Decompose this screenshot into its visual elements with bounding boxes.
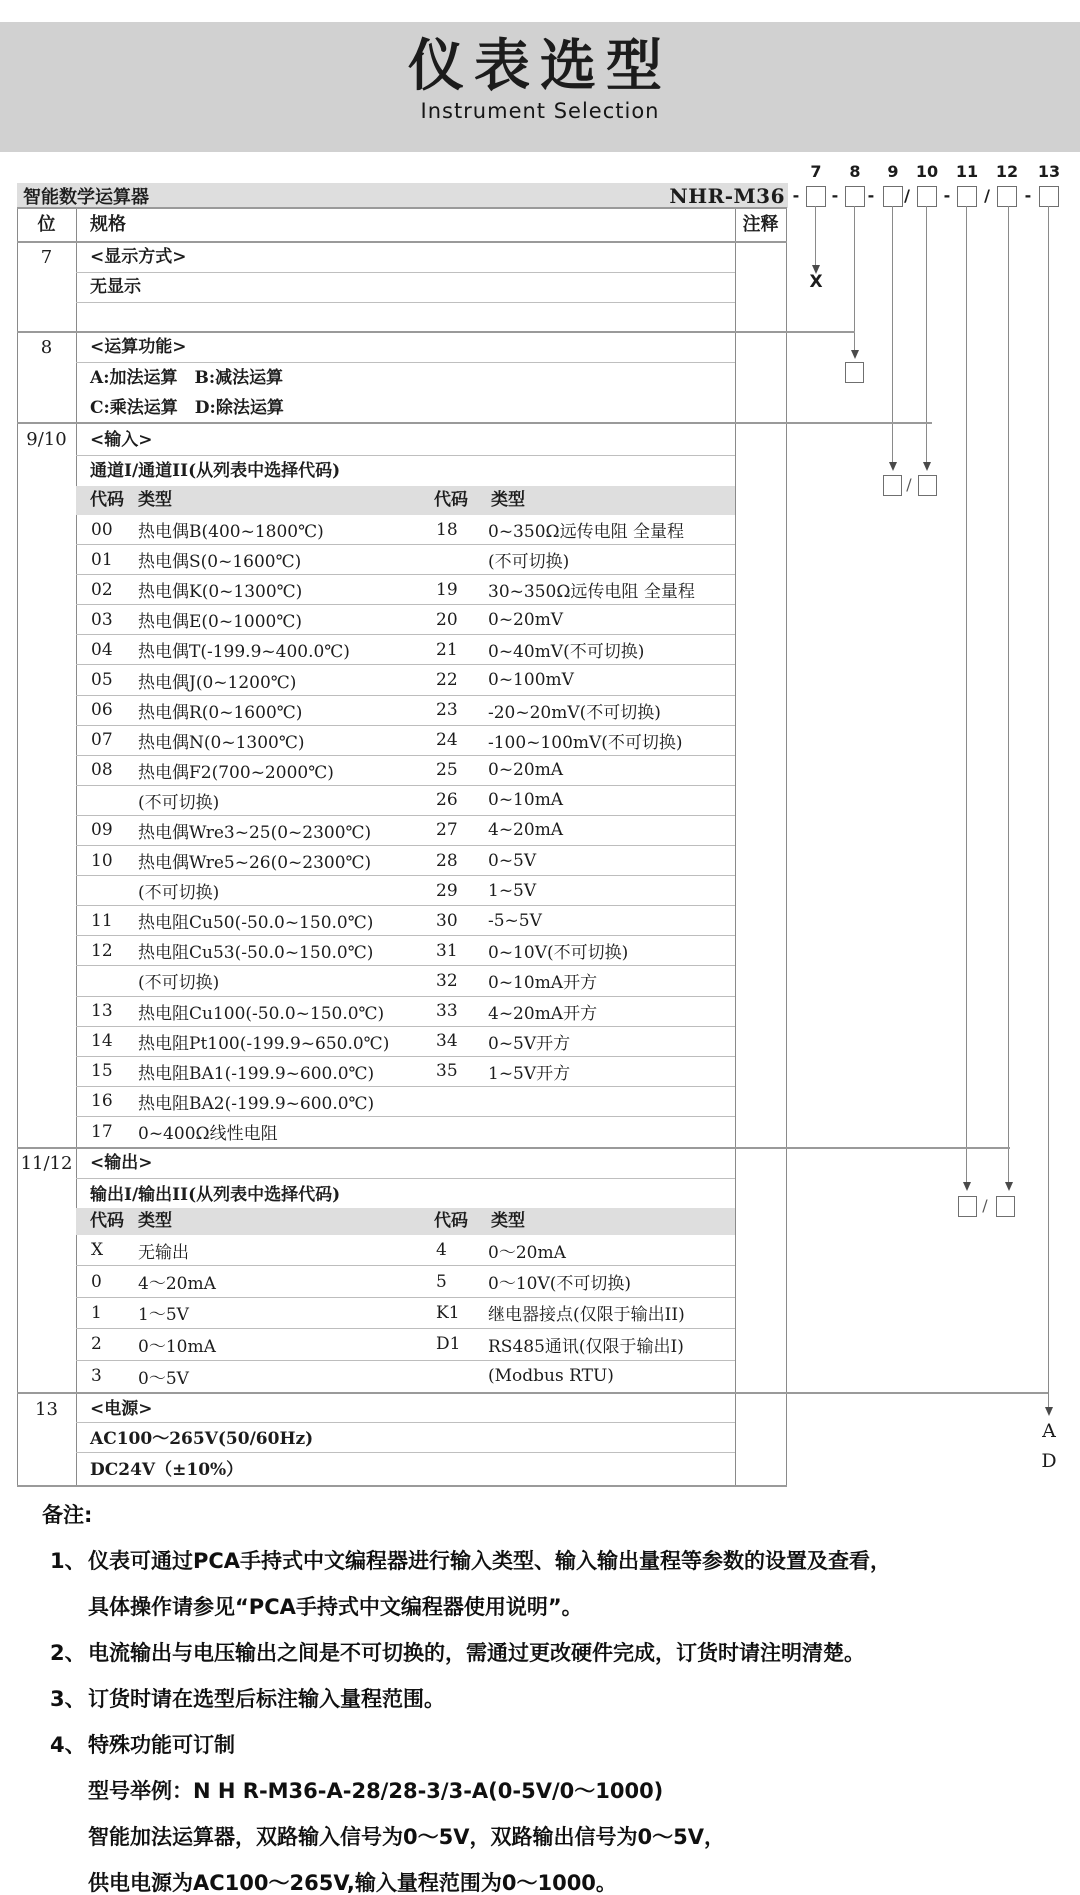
model-bar xyxy=(17,183,788,208)
position-number-12: 12 xyxy=(995,162,1019,181)
input-code-cell-1: 00 xyxy=(91,519,113,540)
arrow-down-10 xyxy=(923,462,931,471)
input-type-cell-2: 0~5V开方 xyxy=(488,1033,571,1054)
input-code-row xyxy=(76,1027,735,1057)
input-type-cell-1: 热电阻Pt100(-199.9~650.0℃) xyxy=(138,1033,390,1054)
input-code-cell-2: 22 xyxy=(436,670,458,691)
input-code-cell-1: 15 xyxy=(91,1061,113,1082)
input-type-cell-2: -5~5V xyxy=(488,910,542,931)
code-box-13 xyxy=(1039,186,1059,207)
note-number: 1、 xyxy=(50,1549,86,1573)
input-type-cell-1: 热电阻BA2(-199.9~600.0℃) xyxy=(138,1093,375,1114)
note-line xyxy=(42,1860,1066,1895)
input-type-cell-2: 0~10V(不可切换) xyxy=(488,943,629,964)
input-type-cell-1: 热电偶E(0~1000℃) xyxy=(138,612,303,633)
input-type-cell-2: 4~20mA开方 xyxy=(488,1003,598,1024)
input-code-cell-1: 02 xyxy=(91,579,113,600)
input-code-cell-1: 14 xyxy=(91,1031,113,1052)
note-number: 3、 xyxy=(50,1687,86,1711)
drop-line-7 xyxy=(815,206,816,265)
output-col-code-2: 代码 xyxy=(434,1211,468,1231)
note-text: 仪表可通过PCA手持式中文编程器进行输入类型、输入输出量程等参数的设置及查看， xyxy=(88,1549,892,1573)
input-code-cell-2: 20 xyxy=(436,609,458,630)
note-text: 具体操作请参见“PCA手持式中文编程器使用说明”。 xyxy=(88,1595,583,1619)
note-text: 型号举例：N H R-M36-A-28/28-3/3-A(0-5V/0～1000) xyxy=(88,1779,664,1803)
position-number-10: 10 xyxy=(915,162,939,181)
input-type-cell-1: 热电偶Wre5~26(0~2300℃) xyxy=(138,853,372,874)
input-type-cell-2: 0~10mA xyxy=(488,790,564,811)
input-code-row xyxy=(76,966,735,996)
output-type-cell-1: 无输出 xyxy=(138,1242,189,1263)
input-code-cell-2: 25 xyxy=(436,760,458,781)
output-code-cell-2: D1 xyxy=(436,1334,461,1355)
input-code-cell-2: 27 xyxy=(436,820,458,841)
input-subtitle: 通道I/通道II(从列表中选择代码) xyxy=(90,461,341,481)
function-code-box xyxy=(845,362,864,383)
output-code-cell-1: 1 xyxy=(91,1302,102,1323)
input-type-cell-2: 1~5V开方 xyxy=(488,1063,571,1084)
input-code-cell-1: 13 xyxy=(91,1001,113,1022)
power-option-dc: DC24V（±10%） xyxy=(90,1460,244,1480)
input-code-header-band xyxy=(76,486,735,515)
input-code-box-1 xyxy=(883,475,902,496)
position-label-7: 7 xyxy=(40,247,53,268)
input-code-row xyxy=(76,756,735,786)
input-code-row xyxy=(76,575,735,605)
input-code-cell-2: 21 xyxy=(436,639,458,660)
input-code-row xyxy=(76,665,735,695)
input-code-cell-1: 16 xyxy=(91,1091,113,1112)
code-box-7 xyxy=(806,186,826,207)
input-pair-slash: / xyxy=(906,475,912,494)
input-type-cell-1: 热电阻Cu53(-50.0~150.0℃) xyxy=(138,943,374,964)
output-type-cell-1: 1～5V xyxy=(138,1305,189,1326)
input-type-cell-1: (不可切换) xyxy=(138,973,220,994)
output-section-title: <输出> xyxy=(90,1153,153,1173)
input-code-cell-2: 35 xyxy=(436,1061,458,1082)
row-line xyxy=(76,302,735,303)
input-type-cell-2: -100~100mV(不可切换) xyxy=(488,732,683,753)
output-type-cell-2: 0～10V(不可切换) xyxy=(488,1274,631,1295)
note-line xyxy=(42,1630,1066,1676)
output-col-type-1: 类型 xyxy=(138,1211,172,1231)
output-code-row xyxy=(76,1329,735,1360)
model-separator: - xyxy=(831,186,839,205)
output-code-cell-1: 2 xyxy=(91,1334,102,1355)
input-col-code-1: 代码 xyxy=(90,490,124,510)
input-code-cell-1: 03 xyxy=(91,609,113,630)
drop-line-11 xyxy=(966,206,967,1182)
model-separator: - xyxy=(1024,186,1032,205)
output-code-cell-1: 3 xyxy=(91,1366,102,1387)
table-border-bottom xyxy=(17,1485,787,1487)
input-type-cell-1: 热电偶B(400~1800℃) xyxy=(138,522,324,543)
output-type-cell-2: 继电器接点(仅限于输出II) xyxy=(488,1305,685,1326)
input-code-cell-2: 29 xyxy=(436,880,458,901)
input-code-cell-1: 10 xyxy=(91,850,113,871)
input-code-row xyxy=(76,605,735,635)
note-text: 供电电源为AC100～265V,输入量程范围为0～1000。 xyxy=(88,1871,617,1895)
output-code-row xyxy=(76,1266,735,1297)
input-type-cell-2: 0~10mA开方 xyxy=(488,973,598,994)
drop-line-8 xyxy=(854,206,855,350)
input-type-cell-2: 0~5V xyxy=(488,850,537,871)
output-col-type-2: 类型 xyxy=(491,1211,525,1231)
output-code-cell-2: K1 xyxy=(436,1302,460,1323)
input-type-cell-1: 热电偶J(0~1200℃) xyxy=(138,672,297,693)
input-type-cell-2: 0~40mV(不可切换) xyxy=(488,642,645,663)
input-code-cell-2: 19 xyxy=(436,579,458,600)
table-border-right xyxy=(786,208,787,1487)
output-code-row xyxy=(76,1361,735,1392)
output-type-cell-2: 0～20mA xyxy=(488,1242,566,1263)
output-type-cell-1: 0～5V xyxy=(138,1368,189,1389)
note-line xyxy=(42,1768,1066,1814)
input-type-cell-1: 热电偶S(0~1600℃) xyxy=(138,552,302,573)
power-option-ac: AC100～265V(50/60Hz) xyxy=(90,1429,314,1449)
position-label-11-12: 11/12 xyxy=(20,1153,73,1174)
title-banner xyxy=(0,22,1080,152)
input-code-cell-2: 26 xyxy=(436,790,458,811)
function-section-title: <运算功能> xyxy=(90,337,187,357)
input-type-cell-1: 热电偶K(0~1300℃) xyxy=(138,582,303,603)
note-number: 2、 xyxy=(50,1641,86,1665)
arrow-down-11 xyxy=(963,1182,971,1191)
function-options-cd: C:乘法运算 D:除法运算 xyxy=(90,398,284,418)
note-line xyxy=(42,1814,1066,1860)
input-type-cell-1: 热电偶Wre3~25(0~2300℃) xyxy=(138,822,372,843)
output-type-cell-2: (Modbus RTU) xyxy=(488,1366,614,1387)
input-code-cell-1: 17 xyxy=(91,1121,113,1142)
input-type-cell-1: 热电偶F2(700~2000℃) xyxy=(138,762,334,783)
table-border-top xyxy=(17,207,787,209)
input-code-row xyxy=(76,936,735,966)
notes-block xyxy=(42,1492,1066,1895)
input-type-cell-1: 0~400Ω线性电阻 xyxy=(138,1124,278,1145)
output-type-cell-1: 4～20mA xyxy=(138,1274,216,1295)
note-text: 特殊功能可订制 xyxy=(88,1733,235,1757)
input-type-cell-2: 0~100mV xyxy=(488,670,574,691)
output-code-table xyxy=(76,1235,735,1392)
input-type-cell-2: 30~350Ω远传电阻 全量程 xyxy=(488,582,695,603)
note-text: 电流输出与电压输出之间是不可切换的，需通过更改硬件完成，订货时请注明清楚。 xyxy=(88,1641,865,1665)
input-code-cell-2: 33 xyxy=(436,1001,458,1022)
code-box-12 xyxy=(997,186,1017,207)
notes-lines xyxy=(42,1538,1066,1895)
input-type-cell-1: 热电阻Cu50(-50.0~150.0℃) xyxy=(138,913,374,934)
row-line xyxy=(76,1422,735,1423)
drop-line-13 xyxy=(1048,206,1049,1407)
input-type-cell-1: (不可切换) xyxy=(138,792,220,813)
input-code-row xyxy=(76,726,735,756)
input-type-cell-2: 0~20mV xyxy=(488,609,564,630)
input-type-cell-1: 热电偶T(-199.9~400.0℃) xyxy=(138,642,350,663)
model-separator: / xyxy=(904,186,910,205)
input-code-cell-1: 04 xyxy=(91,639,113,660)
position-number-9: 9 xyxy=(887,162,899,181)
position-number-7: 7 xyxy=(810,162,822,181)
input-code-row xyxy=(76,545,735,575)
arrow-down-13 xyxy=(1045,1407,1053,1416)
input-type-cell-1: (不可切换) xyxy=(138,883,220,904)
input-type-cell-1: 热电阻BA1(-199.9~600.0℃) xyxy=(138,1063,375,1084)
power-code-dc: D xyxy=(1041,1450,1057,1472)
input-code-cell-1: 12 xyxy=(91,940,113,961)
page-title: 仪表选型 xyxy=(408,34,672,99)
output-col-code-1: 代码 xyxy=(90,1211,124,1231)
note-number: 4、 xyxy=(50,1733,86,1757)
position-label-9-10: 9/10 xyxy=(26,429,67,450)
input-col-type-1: 类型 xyxy=(138,490,172,510)
output-code-box-2 xyxy=(996,1196,1015,1217)
output-code-cell-2: 4 xyxy=(436,1240,447,1261)
input-section-title: <输入> xyxy=(90,430,153,450)
output-code-cell-2: 5 xyxy=(436,1271,447,1292)
output-type-cell-1: 0～10mA xyxy=(138,1336,216,1357)
input-code-cell-2: 24 xyxy=(436,730,458,751)
input-code-cell-2: 31 xyxy=(436,940,458,961)
note-text: 订货时请在选型后标注输入量程范围。 xyxy=(88,1687,445,1711)
input-type-cell-1: 热电偶R(0~1600℃) xyxy=(138,702,303,723)
code-box-10 xyxy=(917,186,937,207)
input-code-row xyxy=(76,1057,735,1087)
input-code-cell-2: 30 xyxy=(436,910,458,931)
input-code-cell-2: 18 xyxy=(436,519,458,540)
input-code-box-2 xyxy=(918,475,937,496)
output-code-header-band xyxy=(76,1208,735,1235)
input-code-row xyxy=(76,876,735,906)
position-number-13: 13 xyxy=(1037,162,1061,181)
input-code-row xyxy=(76,786,735,816)
display-section-title: <显示方式> xyxy=(90,247,187,267)
position-number-11: 11 xyxy=(955,162,979,181)
position-label-8: 8 xyxy=(40,337,53,358)
input-type-cell-1: 热电偶N(0~1300℃) xyxy=(138,732,305,753)
input-code-cell-2: 23 xyxy=(436,700,458,721)
display-option-none: 无显示 xyxy=(90,277,141,297)
input-code-cell-1: 07 xyxy=(91,730,113,751)
input-code-cell-2: 34 xyxy=(436,1031,458,1052)
model-separator: - xyxy=(792,186,800,205)
output-code-box-1 xyxy=(958,1196,977,1217)
input-type-cell-2: 0~350Ω远传电阻 全量程 xyxy=(488,522,685,543)
input-code-cell-2: 32 xyxy=(436,970,458,991)
note-line xyxy=(42,1584,1066,1630)
code-box-11 xyxy=(957,186,977,207)
row-line xyxy=(76,1178,735,1179)
function-options-ab: A:加法运算 B:减法运算 xyxy=(90,368,284,388)
output-code-row xyxy=(76,1235,735,1266)
column-header-note: 注释 xyxy=(742,214,779,235)
drop-line-12 xyxy=(1008,206,1009,1182)
arrow-down-9 xyxy=(889,462,897,471)
note-line xyxy=(42,1676,1066,1722)
input-type-cell-2: 1~5V xyxy=(488,880,537,901)
row-line xyxy=(76,272,735,273)
input-code-cell-1: 08 xyxy=(91,760,113,781)
power-code-ac: A xyxy=(1042,1420,1056,1442)
column-header-position: 位 xyxy=(37,214,56,235)
output-pair-slash: / xyxy=(982,1196,988,1215)
input-code-cell-1: 05 xyxy=(91,670,113,691)
input-type-cell-2: -20~20mV(不可切换) xyxy=(488,702,661,723)
input-code-cell-1: 01 xyxy=(91,549,113,570)
output-code-cell-1: 0 xyxy=(91,1271,102,1292)
input-code-row xyxy=(76,846,735,876)
display-code-x: X xyxy=(809,272,823,292)
page-subtitle: Instrument Selection xyxy=(420,98,660,123)
arrow-down-8 xyxy=(851,350,859,359)
position-label-13: 13 xyxy=(35,1399,58,1420)
output-code-cell-1: X xyxy=(91,1240,104,1261)
section-separator-1112-13 xyxy=(17,1392,1048,1394)
notes-label: 备注: xyxy=(42,1503,93,1527)
input-type-cell-2: (不可切换) xyxy=(488,552,570,573)
input-type-cell-2: 4~20mA xyxy=(488,820,564,841)
table-border-left xyxy=(17,208,18,1487)
input-col-code-2: 代码 xyxy=(434,490,468,510)
input-code-row xyxy=(76,635,735,665)
input-col-type-2: 类型 xyxy=(491,490,525,510)
note-line xyxy=(42,1722,1066,1768)
input-code-cell-1: 09 xyxy=(91,820,113,841)
model-number: NHR-M36 xyxy=(669,183,785,208)
output-type-cell-2: RS485通讯(仅限于输出I) xyxy=(488,1336,684,1357)
input-code-row xyxy=(76,1117,735,1147)
input-code-row xyxy=(76,906,735,936)
input-code-cell-1: 11 xyxy=(91,910,113,931)
input-code-row xyxy=(76,515,735,545)
output-code-row xyxy=(76,1298,735,1329)
position-number-8: 8 xyxy=(849,162,861,181)
code-box-8 xyxy=(845,186,865,207)
input-type-cell-2: 0~20mA xyxy=(488,760,564,781)
model-separator: - xyxy=(943,186,951,205)
input-code-table xyxy=(76,515,735,1147)
power-section-title: <电源> xyxy=(90,1399,153,1419)
note-line xyxy=(42,1538,1066,1584)
table-divider-note xyxy=(735,208,736,1487)
section-separator-910-1112 xyxy=(17,1147,1010,1149)
input-code-row xyxy=(76,997,735,1027)
output-subtitle: 输出I/输出II(从列表中选择代码) xyxy=(90,1185,341,1205)
input-code-cell-2: 28 xyxy=(436,850,458,871)
input-code-row xyxy=(76,696,735,726)
input-type-cell-1: 热电阻Cu100(-50.0~150.0℃) xyxy=(138,1003,385,1024)
model-separator: - xyxy=(867,186,875,205)
input-code-row xyxy=(76,816,735,846)
note-text: 智能加法运算器，双路输入信号为0～5V，双路输出信号为0～5V， xyxy=(88,1825,725,1849)
input-code-row xyxy=(76,1087,735,1117)
input-code-cell-1: 06 xyxy=(91,700,113,721)
arrow-down-12 xyxy=(1005,1182,1013,1191)
model-separator: / xyxy=(984,186,990,205)
product-name: 智能数学运算器 xyxy=(23,186,149,208)
column-header-spec: 规格 xyxy=(90,214,126,235)
